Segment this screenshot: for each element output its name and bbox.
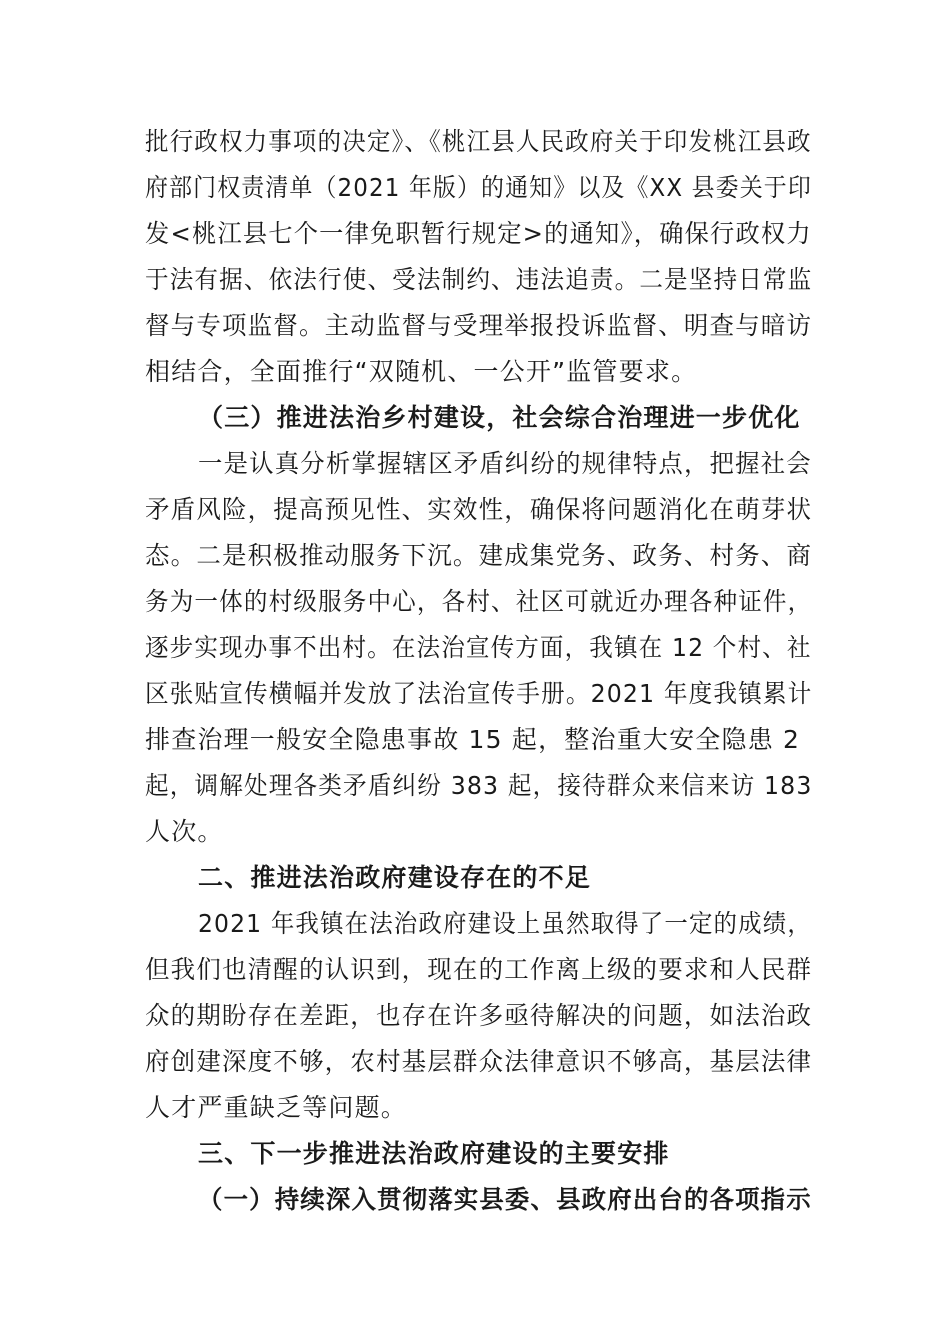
paragraph-first-line: 一是认真分析掌握辖区矛盾纠纷的规律特点，把握社会 [198,449,812,478]
section-heading: 二、推进法治政府建设存在的不足 [198,863,592,892]
section-heading: （三）推进法治乡村建设，社会综合治理进一步优化 [198,403,801,432]
text-line: 府部门权责清单（2021 年版）的通知》以及《XX 县委关于印 [145,173,812,202]
text-line: 督与专项监督。主动监督与受理举报投诉监督、明查与暗访 [145,311,813,340]
text-line: 批行政权力事项的决定》、《桃江县人民政府关于印发桃江县政 [145,127,812,156]
text-line: 逐步实现办事不出村。在法治宣传方面，我镇在 12 个村、社 [145,633,812,662]
text-line: 但我们也清醒的认识到，现在的工作离上级的要求和人民群 [145,955,813,984]
text-line: 人次。 [145,817,224,846]
section-heading: （一）持续深入贯彻落实县委、县政府出台的各项指示 [198,1185,812,1214]
text-line: 人才严重缺乏等问题。 [145,1093,408,1122]
text-line: 矛盾风险，提高预见性、实效性，确保将问题消化在萌芽状 [145,495,813,524]
paragraph-first-line: 2021 年我镇在法治政府建设上虽然取得了一定的成绩， [198,909,812,938]
text-line: 务为一体的村级服务中心，各村、社区可就近办理各种证件， [145,587,813,616]
text-line: 相结合，全面推行“双随机、一公开”监管要求。 [145,357,698,386]
text-line: 区张贴宣传横幅并发放了法治宣传手册。2021 年度我镇累计 [145,679,813,708]
text-line: 于法有据、依法行使、受法制约、违法追责。二是坚持日常监 [145,265,813,294]
text-line: 府创建深度不够，农村基层群众法律意识不够高，基层法律 [145,1047,813,1076]
text-line: 态。二是积极推动服务下沉。建成集党务、政务、村务、商 [145,541,813,570]
text-line: 排查治理一般安全隐患事故 15 起，整治重大安全隐患 2 [145,725,801,754]
section-heading: 三、下一步推进法治政府建设的主要安排 [198,1139,670,1168]
text-line: 众的期盼存在差距，也存在许多亟待解决的问题，如法治政 [145,1001,813,1030]
text-line: 起，调解处理各类矛盾纠纷 383 起，接待群众来信来访 183 [145,771,813,800]
text-line: 发<桃江县七个一律免职暂行规定>的通知》，确保行政权力 [145,219,812,248]
